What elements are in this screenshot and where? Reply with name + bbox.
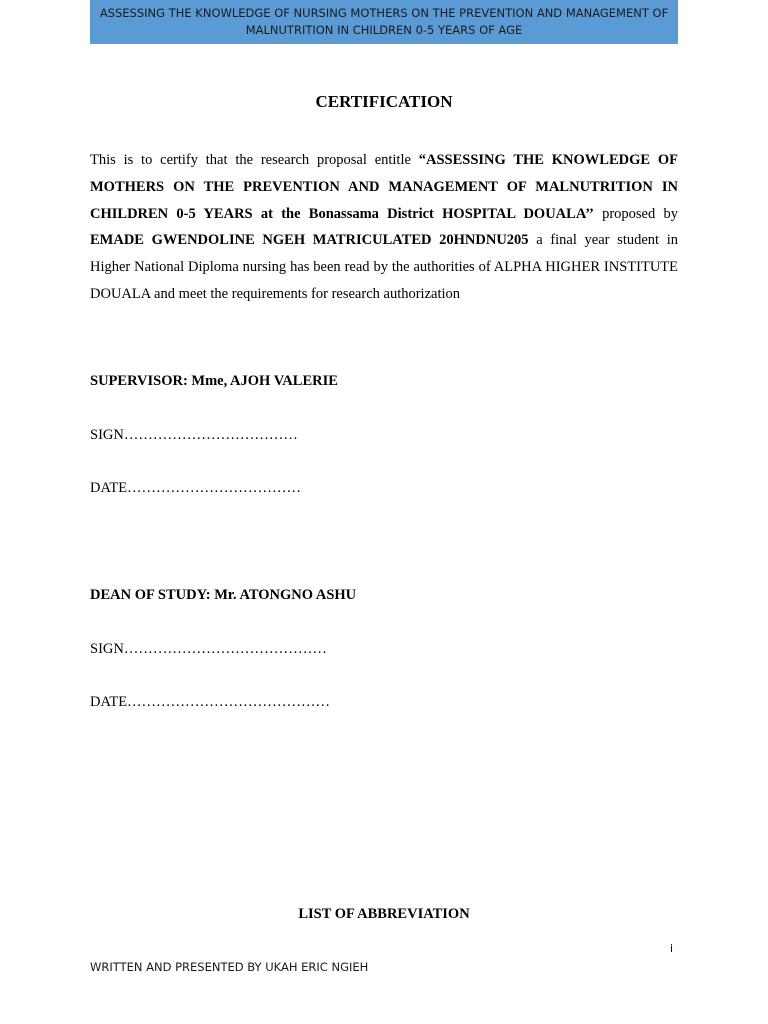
running-header bbox=[90, 0, 678, 44]
page-number: i bbox=[670, 942, 674, 955]
dean-label: DEAN OF STUDY: Mr. ATONGNO ASHU bbox=[90, 587, 357, 603]
header-line-2: MALNUTRITION IN CHILDREN 0-5 YEARS OF AGE bbox=[245, 23, 523, 37]
header-line-1: ASSESSING THE KNOWLEDGE OF NURSING MOTHERS ON THE PREVENTION AND MANAGEMENT OF bbox=[99, 6, 669, 20]
supervisor-label: SUPERVISOR: Mme, AJOH VALERIE bbox=[90, 373, 338, 389]
student-name: EMADE GWENDOLINE NGEH MATRICULATED 20HNDNU205 bbox=[90, 232, 529, 249]
proposed-by-text: proposed by bbox=[593, 205, 678, 222]
running-footer: WRITTEN AND PRESENTED BY UKAH ERIC NGIEH bbox=[90, 960, 369, 974]
certification-paragraph bbox=[90, 147, 678, 308]
supervisor-date-line: DATE……………………………… bbox=[90, 480, 302, 496]
certification-intro: This is to certify that the research proposal entitle bbox=[90, 152, 419, 168]
page-title: CERTIFICATION bbox=[315, 92, 453, 111]
certification-rest: a final year student in Higher National Diploma nursing has been read by the authorities of ALPHA HIGHER INSTITUTE DOUALA and meet the requirements for research authorization bbox=[90, 232, 679, 302]
supervisor-sign-line: SIGN……………………………… bbox=[90, 427, 298, 443]
dean-date-line: DATE…………………………………… bbox=[90, 694, 331, 710]
dean-sign-line: SIGN…………………………………… bbox=[90, 641, 327, 657]
abbreviation-section-title: LIST OF ABBREVIATION bbox=[298, 906, 470, 922]
project-title: “ASSESSING THE KNOWLEDGE OF MOTHERS ON THE PREVENTION AND MANAGEMENT OF MALNUTRITION IN CHILDREN 0-5 YEARS at the Bonassama District HOSPITAL DOUALA’’ bbox=[90, 152, 678, 222]
